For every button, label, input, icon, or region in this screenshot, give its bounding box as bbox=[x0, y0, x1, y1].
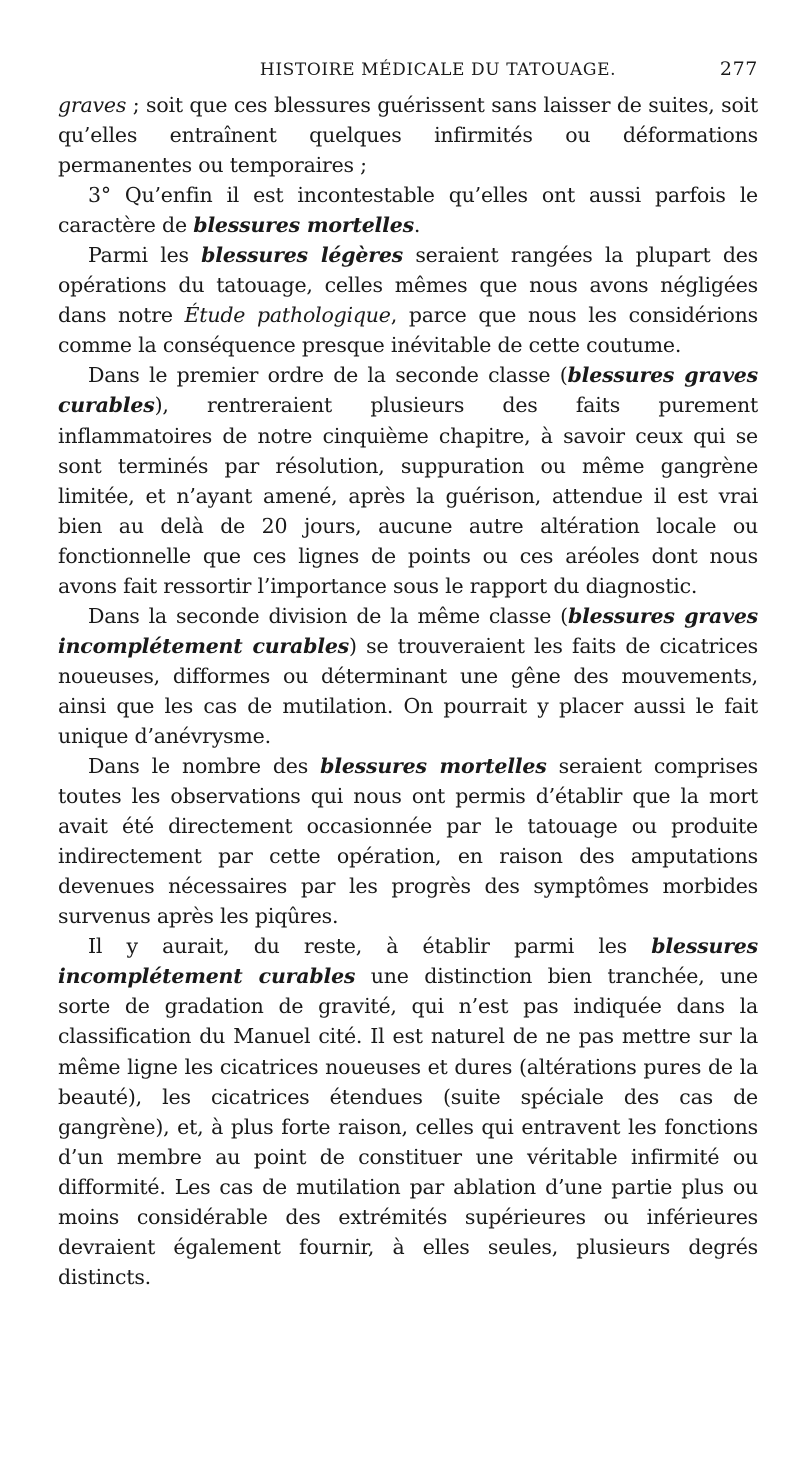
italic-term: blessures légères bbox=[201, 243, 404, 268]
running-title: HISTOIRE MÉDICALE DU TATOUAGE. bbox=[259, 60, 617, 80]
text-run: Dans la seconde division de la même classe ( bbox=[88, 603, 568, 628]
text-run: Parmi les bbox=[88, 243, 202, 268]
italic-term: blessures graves incomplétement curables bbox=[58, 603, 759, 658]
text-run: seraient comprises toutes les observations qui nous ont permis d’établir que la mort avait été directement occasionnée par le tatouage ou produite indirectement par cette opération, en raison des amputations devenues nécessaires par les progrès des symptômes morbides survenus après les piqûres. bbox=[58, 754, 758, 929]
paragraph-continuation bbox=[58, 90, 758, 180]
text-run: ; soit que ces blessures guérissent sans laisser de suites, soit qu’elles entraînent quelques infirmités ou déformations permanentes ou temporaires ; bbox=[58, 93, 758, 178]
paragraph-incompletement-curables bbox=[58, 601, 758, 751]
italic-term: graves bbox=[58, 93, 127, 117]
text-run: Dans le nombre des bbox=[88, 754, 321, 779]
text-run: , parce que nous les considérions comme la conséquence presque inévitable de cette coutume. bbox=[58, 303, 758, 358]
text-run: 3° Qu’enfin il est incontestable qu’elles ont aussi parfois le caractère de bbox=[58, 183, 758, 238]
paragraph-blessures-legeres bbox=[58, 240, 758, 360]
body-text bbox=[58, 90, 758, 1292]
text-run: Il y aurait, du reste, à établir parmi les bbox=[88, 934, 652, 959]
italic-term: blessures mortelles bbox=[193, 213, 414, 238]
paragraph-blessures-mortelles bbox=[58, 751, 758, 931]
page-number: 277 bbox=[719, 58, 758, 80]
text-run: . bbox=[413, 213, 421, 238]
running-header bbox=[58, 58, 758, 90]
italic-term: blessures graves curables bbox=[58, 363, 758, 418]
italic-term: blessures mortelles bbox=[320, 754, 547, 779]
paragraph-gradation bbox=[58, 931, 758, 1292]
text-run: ) se trouveraient les faits de cicatrices noueuses, difformes ou déterminant une gêne des mouvements, ainsi que les cas de mutilation. On pourrait y placer aussi le fait unique d’anévrysme. bbox=[58, 633, 758, 748]
italic-term: blessures incomplétement curables bbox=[58, 934, 758, 989]
book-page bbox=[58, 58, 758, 1292]
text-run: seraient rangées la plupart des opérations du tatouage, celles mêmes que nous avons négligées dans notre bbox=[58, 243, 758, 328]
paragraph-graves-curables bbox=[58, 360, 758, 600]
text-run: Dans le premier ordre de la seconde classe ( bbox=[88, 363, 568, 388]
italic-title: Étude pathologique bbox=[184, 303, 391, 328]
paragraph-third-point bbox=[58, 180, 758, 240]
text-run: une distinction bien tranchée, une sorte de gradation de gravité, qui n’est pas indiquée dans la classification du Manuel cité. Il est naturel de ne pas mettre sur la même ligne les cicatrices noueuses et dures (altérations pures de la beauté), les cicatrices étendues (suite spéciale des cas de gangrène), et, à plus forte raison, celles qui entravent les fonctions d’un membre au point de constituer une véritable infirmité ou difformité. Les cas de mutilation par ablation d’une partie plus ou moins considérable des extrémités supérieures ou inférieures devraient également fournir, à elles seules, plusieurs degrés distincts. bbox=[58, 964, 758, 1289]
text-run: ), rentreraient plusieurs des faits purement inflammatoires de notre cinquième chapitre, à savoir ceux qui se sont terminés par résolution, suppuration ou même gangrène limitée, et n’ayant amené, après la guérison, attendue il est vrai bien au delà de 20 jours, aucune autre altération locale ou fonctionnelle que ces lignes de points ou ces aréoles dont nous avons fait ressortir l’importance sous le rapport du diagnostic. bbox=[58, 393, 758, 598]
